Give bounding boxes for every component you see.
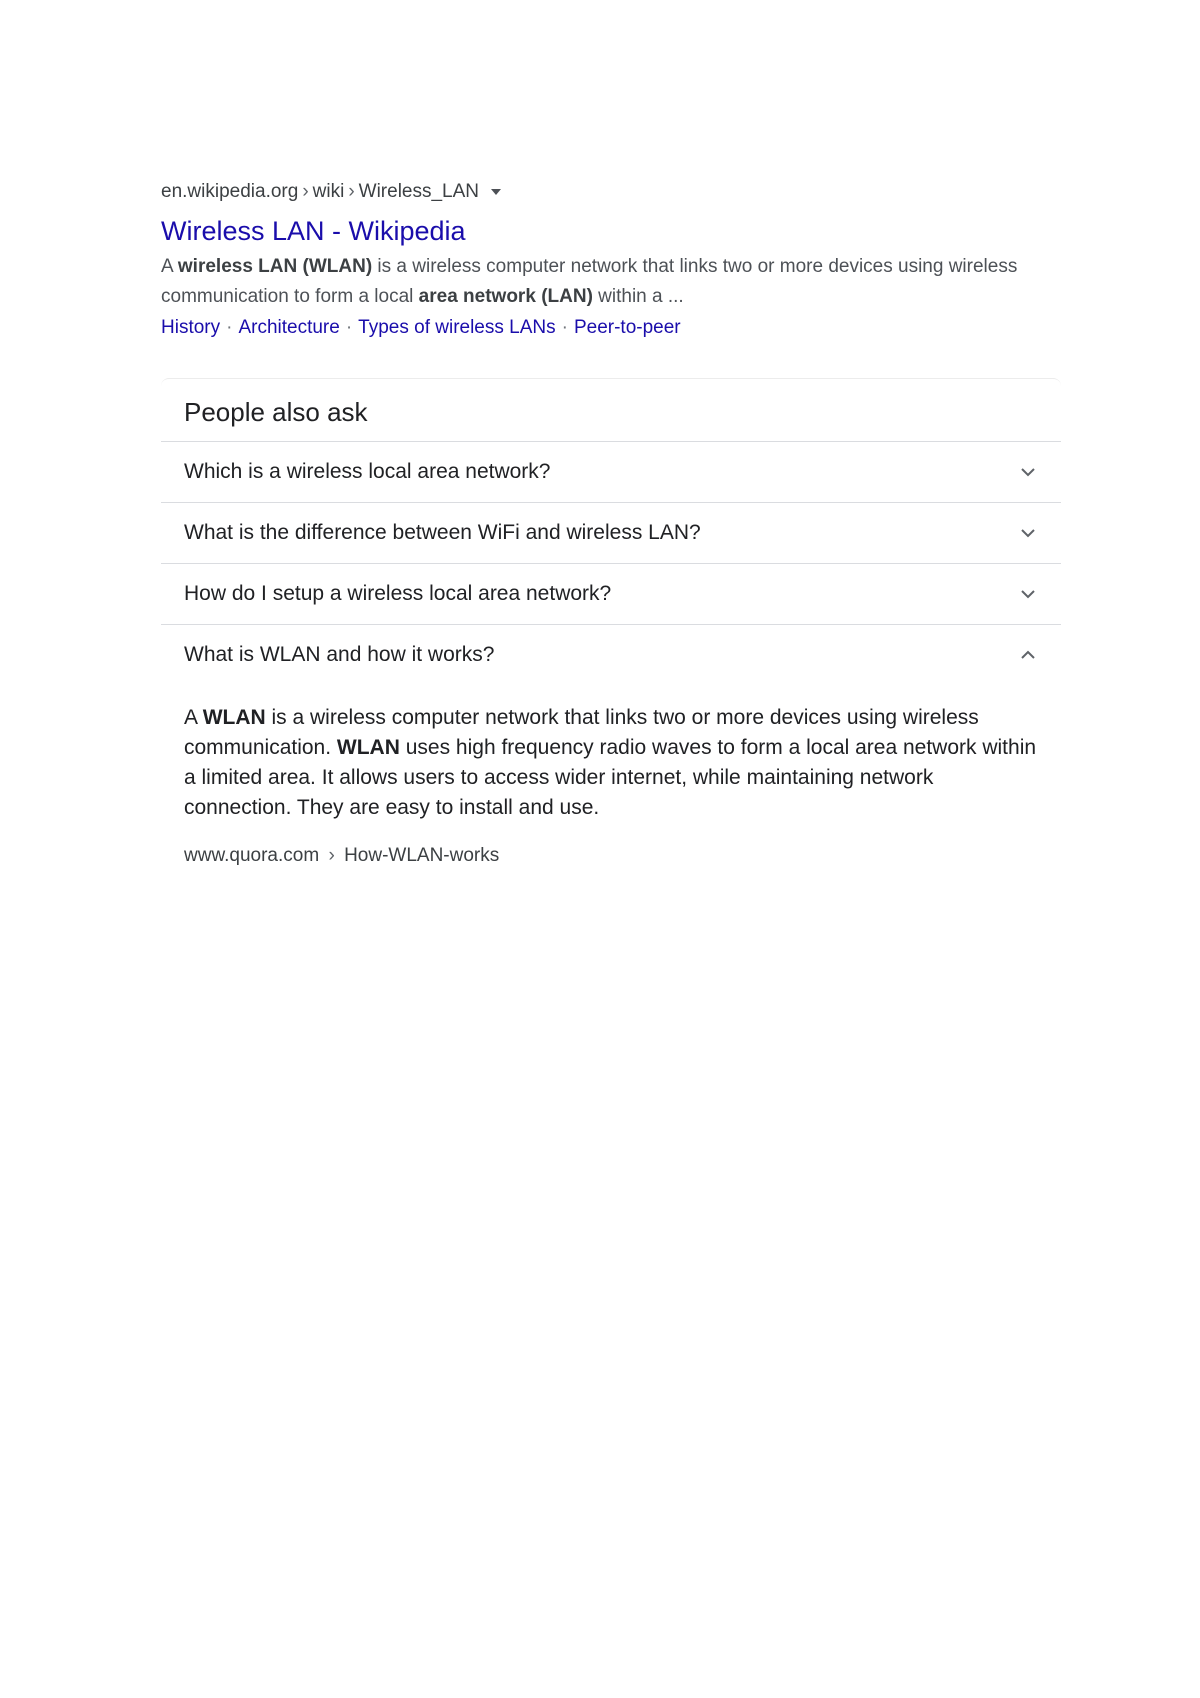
- source-path: How-WLAN-works: [344, 845, 500, 866]
- sitelink-separator: ·: [226, 317, 233, 338]
- result-breadcrumb[interactable]: [161, 178, 1061, 206]
- paa-question[interactable]: [161, 441, 1061, 502]
- paa-question-text: How do I setup a wireless local area network?: [184, 582, 612, 605]
- chevron-up-icon[interactable]: [1018, 645, 1038, 665]
- paa-question-text: What is WLAN and how it works?: [184, 643, 495, 666]
- source-domain: www.quora.com: [184, 845, 320, 866]
- sitelink-history[interactable]: History: [161, 317, 221, 338]
- search-result: [161, 178, 1061, 344]
- breadcrumb-path: wiki: [312, 181, 345, 202]
- paa-question-text: What is the difference between WiFi and wireless LAN?: [184, 521, 701, 544]
- chevron-down-icon[interactable]: [1018, 584, 1038, 604]
- sitelink-peer-to-peer[interactable]: Peer-to-peer: [573, 317, 681, 338]
- sitelink-types[interactable]: Types of wireless LANs: [358, 317, 556, 338]
- paa-question-text: Which is a wireless local area network?: [184, 460, 551, 483]
- breadcrumb-domain: en.wikipedia.org: [161, 181, 299, 202]
- sitelink-separator: ·: [345, 317, 353, 338]
- paa-question[interactable]: [161, 502, 1061, 563]
- chevron-down-icon[interactable]: [1018, 523, 1038, 543]
- paa-answer: A WLAN is a wireless computer network that links two or more devices using wireless communication. WLAN uses high frequency radio waves to form a local area network within a limited area. It allows users to access wider internet, while maintaining network connection. They are easy to install and use.: [184, 706, 1037, 819]
- breadcrumb-separator: ›: [328, 845, 335, 866]
- paa-question[interactable]: [161, 563, 1061, 624]
- result-snippet: A wireless LAN (WLAN) is a wireless computer network that links two or more devices using wireless communication to form a local area network (LAN) within a ...: [161, 256, 1018, 307]
- sitelinks: [161, 312, 1061, 344]
- paa-answer-source[interactable]: [161, 823, 1061, 867]
- caret-down-icon[interactable]: [491, 189, 501, 195]
- paa-heading: People also ask: [184, 397, 368, 427]
- breadcrumb-path: Wireless_LAN: [358, 181, 480, 202]
- people-also-ask: [161, 378, 1061, 867]
- sitelink-architecture[interactable]: Architecture: [238, 317, 340, 338]
- breadcrumb-separator: ›: [302, 181, 309, 202]
- breadcrumb-separator: ›: [348, 181, 355, 202]
- sitelink-separator: ·: [561, 317, 568, 338]
- result-title-link[interactable]: Wireless LAN - Wikipedia: [161, 216, 466, 246]
- chevron-down-icon[interactable]: [1018, 462, 1038, 482]
- paa-question-expanded[interactable]: [161, 624, 1061, 685]
